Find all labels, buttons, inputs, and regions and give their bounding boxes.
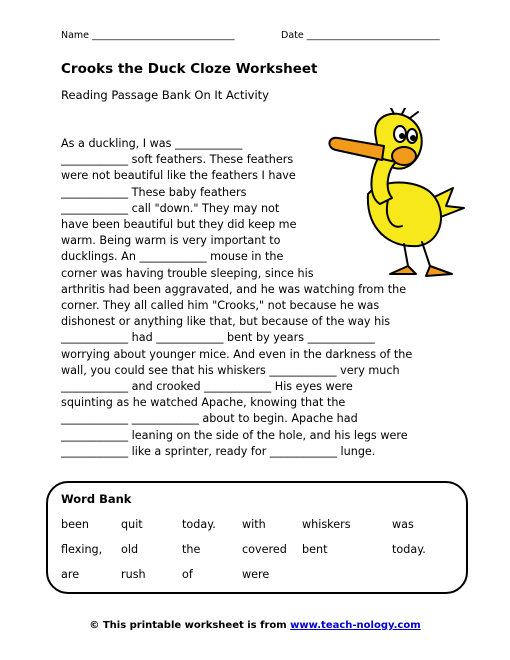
passage-line: ____________ These baby feathers <box>61 185 247 199</box>
passage-line: As a duckling, I was ____________ <box>61 137 243 150</box>
reading-passage <box>61 136 461 460</box>
word-bank <box>46 481 468 594</box>
word-bank-word: covered <box>242 543 287 556</box>
word-bank-word: today. <box>182 518 216 531</box>
passage-line: ____________ and crooked ____________ His eyes were <box>61 380 353 394</box>
passage-line: ____________ leaning on the side of the hole, and his legs were <box>61 428 408 442</box>
passage-line: corner. They all called him "Crooks," not because he was <box>61 299 380 313</box>
passage-line: ducklings. An ____________ mouse in the <box>61 250 284 264</box>
word-bank-word: were <box>242 568 270 581</box>
passage-line: were not beautiful like the feathers I have <box>61 169 296 183</box>
word-bank-word: the <box>182 543 201 556</box>
teach-nology-link[interactable]: www.teach-nology.com <box>290 620 421 631</box>
word-bank-word: flexing, <box>61 543 103 556</box>
worksheet-title: Crooks the Duck Cloze Worksheet <box>61 61 318 77</box>
word-bank-word: of <box>182 568 193 581</box>
passage-line: ____________ had ____________ bent by years ____________ <box>61 331 375 345</box>
word-bank-word: today. <box>392 543 426 556</box>
passage-line: corner was having trouble sleeping, since his <box>61 266 314 280</box>
word-bank-word: was <box>392 518 414 531</box>
worksheet-subtitle: Reading Passage Bank On It Activity <box>61 88 269 102</box>
passage-line: ____________ ____________ about to begin. Apache had <box>61 412 358 426</box>
passage-line: ____________ soft feathers. These feathers <box>61 153 294 167</box>
word-bank-word: rush <box>121 568 146 581</box>
passage-line: wall, you could see that his whiskers ____________ very much <box>61 363 400 377</box>
word-bank-word: old <box>121 543 139 556</box>
passage-line: have been beautiful but they did keep me <box>61 218 297 232</box>
passage-line: arthritis had been aggravated, and he was watching from the <box>61 282 407 296</box>
word-bank-word: quit <box>121 518 143 531</box>
word-bank-word: whiskers <box>302 518 351 531</box>
word-bank-word: with <box>242 518 266 531</box>
passage-line: ____________ call "down." They may not <box>61 201 280 215</box>
passage-line: warm. Being warm is very important to <box>61 234 281 248</box>
word-bank-word: been <box>61 518 89 531</box>
passage-line: worrying about younger mice. And even in the darkness of the <box>61 347 413 361</box>
passage-line: ____________ like a sprinter, ready for ____________ lunge. <box>61 444 376 458</box>
passage-line: dishonest or anything like that, but because of the way his <box>61 315 391 329</box>
word-bank-word: are <box>61 568 80 581</box>
word-bank-title: Word Bank <box>61 492 132 506</box>
passage-line: squinting as he watched Apache, knowing that the <box>61 396 346 410</box>
date-field: Date ____________________________ <box>281 30 440 41</box>
word-bank-word: bent <box>302 543 328 556</box>
name-field: Name ______________________________ <box>61 30 235 41</box>
footer-text: © This printable worksheet is from <box>89 620 291 631</box>
copyright-footer <box>0 620 510 631</box>
